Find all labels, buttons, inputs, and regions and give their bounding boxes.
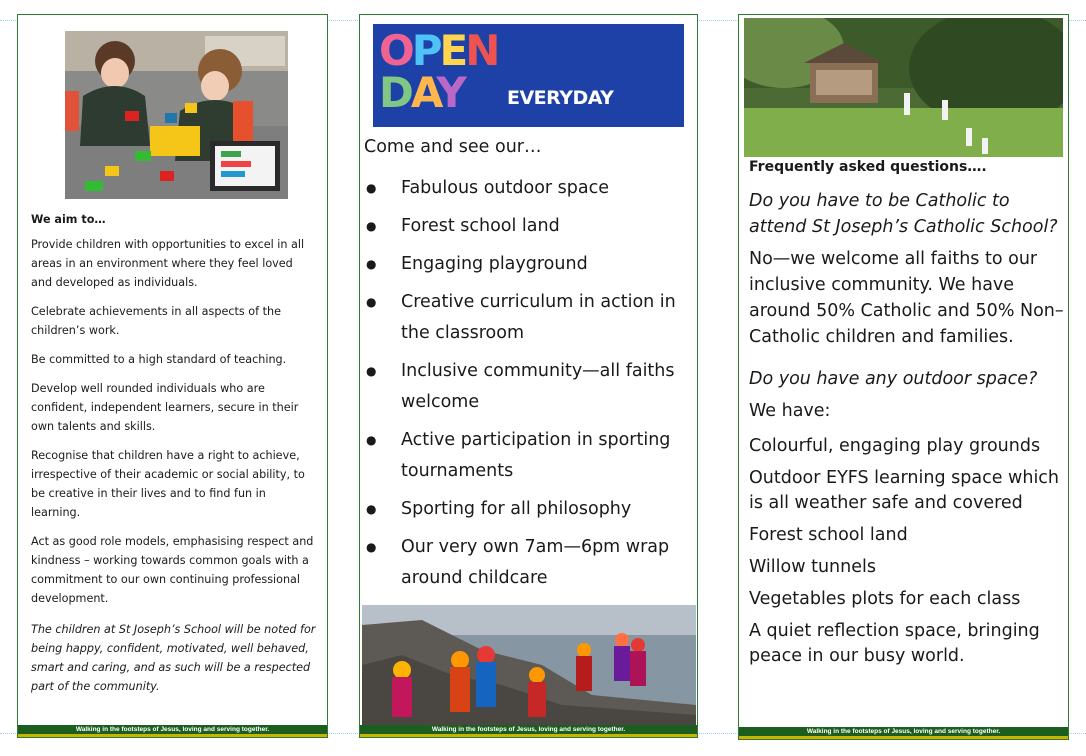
faq-answer: We have: xyxy=(749,401,831,421)
banner-letter: P xyxy=(411,26,440,75)
banner-letter: D xyxy=(379,68,411,117)
open-day-banner xyxy=(373,24,684,127)
aim-item: Act as good role models, emphasising respect and kindness – working towards common goals with a commitment to our own continuing professional development. xyxy=(31,535,314,605)
list-item: ● Engaging playground xyxy=(366,254,588,274)
leaflet-panel-faq xyxy=(738,14,1069,740)
outdoor-gazebo-photo xyxy=(744,18,1063,157)
list-item: Vegetables plots for each class xyxy=(749,589,1021,609)
features-list xyxy=(360,173,690,601)
aim-item: Recognise that children have a right to achieve, irrespective of their academic or social ability, to be creative in their lives and to find fun in learning. xyxy=(31,449,305,519)
aim-item: Celebrate achievements in all aspects of the children’s work. xyxy=(31,305,281,337)
outdoor-space-list xyxy=(749,434,1065,669)
list-item: ● Creative curriculum in action in the classroom xyxy=(366,292,676,343)
leaflet-panel-open-day xyxy=(359,14,698,738)
banner-day-word xyxy=(379,68,464,117)
list-item: ● Fabulous outdoor space xyxy=(366,178,610,198)
faq-question: Do you have to be Catholic to attend St Joseph’s Catholic School? xyxy=(749,191,1058,237)
coastal-climbing-photo xyxy=(362,605,696,726)
list-item: A quiet reflection space, bringing peace in our busy world. xyxy=(749,621,1040,666)
list-item: ● Inclusive community—all faiths welcome xyxy=(366,361,675,412)
aims-heading: We aim to… xyxy=(31,213,106,226)
banner-letter: N xyxy=(465,26,498,75)
footer-motto: Walking in the footsteps of Jesus, loving and serving together. xyxy=(739,727,1068,739)
faq-answer: No—we welcome all faiths to our inclusive community. We have around 50% Catholic and 50% Non–Catholic children and families. xyxy=(749,249,1064,347)
faq-question: Do you have any outdoor space? xyxy=(749,369,1038,389)
list-item: ● Our very own 7am—6pm wrap around childcare xyxy=(366,537,670,588)
footer-motto: Walking in the footsteps of Jesus, loving and serving together. xyxy=(360,725,697,737)
banner-letter: O xyxy=(379,26,412,75)
list-item: Colourful, engaging play grounds xyxy=(749,436,1041,456)
list-item: Outdoor EYFS learning space which is all weather safe and covered xyxy=(749,468,1060,513)
aim-item: Be committed to a high standard of teaching. xyxy=(31,353,287,366)
list-item: Forest school land xyxy=(749,525,908,545)
aim-item: Develop well rounded individuals who are confident, independent learners, secure in their own talents and skills. xyxy=(31,382,299,433)
aims-text xyxy=(31,210,317,706)
children-building-blocks-photo xyxy=(65,31,288,199)
banner-tagline: EVERYDAY xyxy=(507,87,614,109)
banner-letter: E xyxy=(439,26,466,75)
leaflet-panel-aims xyxy=(17,14,328,738)
list-item: ● Active participation in sporting tournaments xyxy=(366,430,671,481)
list-item: ● Sporting for all philosophy xyxy=(366,499,632,519)
banner-letter: A xyxy=(410,68,437,117)
list-item: ● Forest school land xyxy=(366,216,560,236)
aim-item: Provide children with opportunities to excel in all areas in an environment where they feel loved and developed as individuals. xyxy=(31,238,305,289)
list-item: Willow tunnels xyxy=(749,557,876,577)
footer-motto: Walking in the footsteps of Jesus, loving and serving together. xyxy=(18,725,327,737)
faq-section xyxy=(749,159,1065,676)
closing-statement: The children at St Joseph’s School will be noted for being happy, confident, motivated, well behaved, smart and caring, and as such will be a respected part of the community. xyxy=(31,623,316,693)
banner-letter: Y xyxy=(436,68,464,117)
banner-open-word xyxy=(379,26,498,75)
faq-title: Frequently asked questions…. xyxy=(749,159,987,175)
come-and-see-intro: Come and see our… xyxy=(364,137,542,157)
